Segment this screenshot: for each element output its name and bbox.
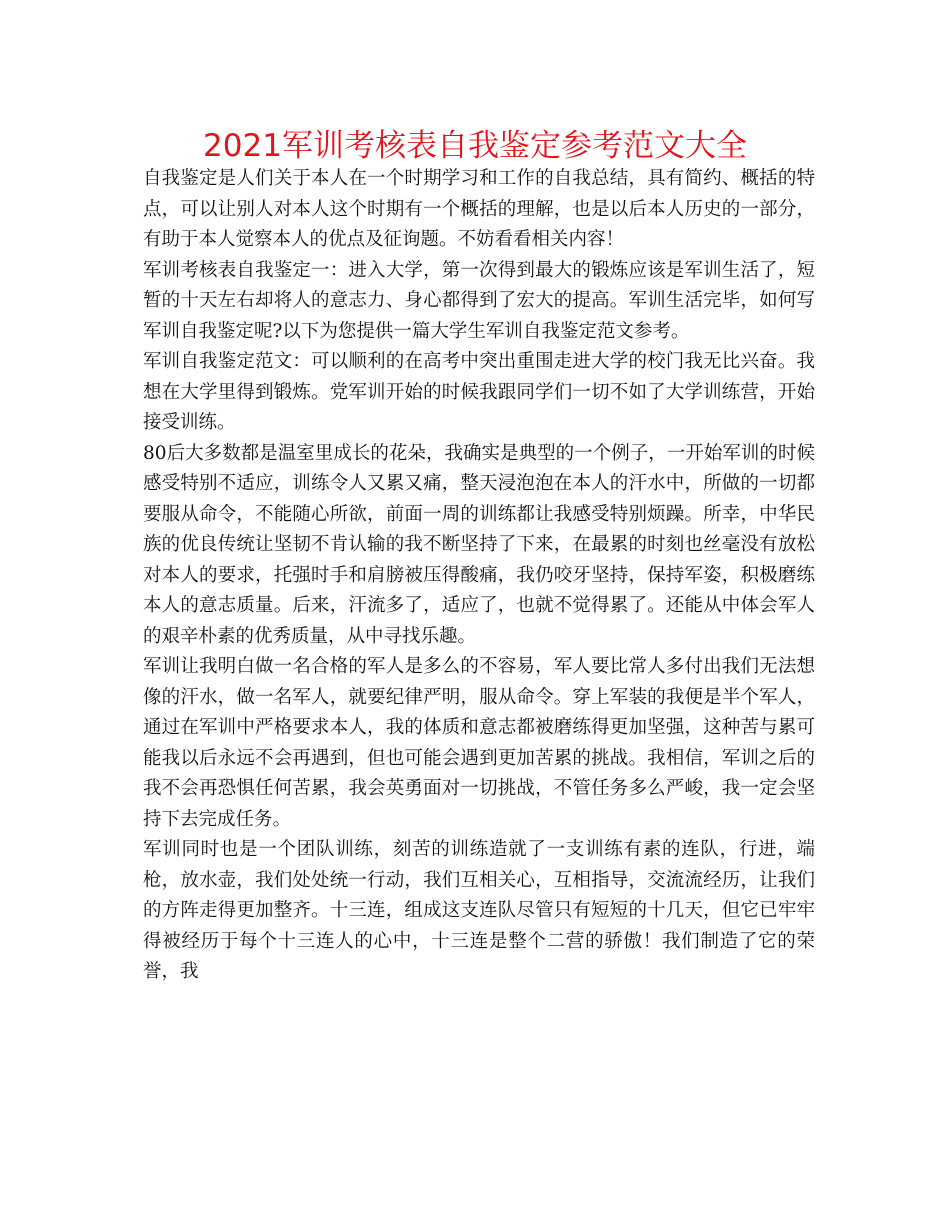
paragraph-intro: 自我鉴定是人们关于本人在一个时期学习和工作的自我总结，具有简约、概括的特点，可以让别人对本人这个时期有一个概括的理解，也是以后本人历史的一部分，有助于本人觉察本人的优点及征询题。不妨看看相关内容！ [143,168,815,250]
paragraph-team: 军训同时也是一个团队训练，刻苦的训练造就了一支训练有素的连队，行进，端枪，放水壶，我们处处统一行动，我们互相关心，互相指导，交流流经历，让我们的方阵走得更加整齐。十三连，组成这支连队尽管只有短短的十几天，但它已牢牢得被经历于每个十三连人的心中，十三连是整个二营的骄傲！我们制造了它的荣誉，我 [143,839,815,982]
paragraph-appraisal-one: 军训考核表自我鉴定一：进入大学，第一次得到最大的锻炼应该是军训生活了，短暂的十天左右却将人的意志力、身心都得到了宏大的提高。军训生活完毕，如何写军训自我鉴定呢?以下为您提供一篇大学生军训自我鉴定范文参考。 [143,259,815,342]
paragraph-post-80s: 80后大多数都是温室里成长的花朵，我确实是典型的一个例子，一开始军训的时候感受特别不适应，训练令人又累又痛，整天浸泡泡在本人的汗水中，所做的一切都要服从命令，不能随心所欲，前面一周的训练都让我感受特别烦躁。所幸，中华民族的优良传统让坚韧不肯认输的我不断坚持了下来，在最累的时刻也丝毫没有放松对本人的要求，托强时手和肩膀被压得酸痛，我仍咬牙坚持，保持军姿，积极磨练本人的意志质量。后来，汗流多了，适应了，也就不觉得累了。还能从中体会军人的艰辛朴素的优秀质量，从中寻找乐趣。 [143,442,815,647]
document-title: 2021军训考核表自我鉴定参考范文大全 [203,128,747,164]
paragraph-sample-opening: 军训自我鉴定范文：可以顺利的在高考中突出重围走进大学的校门我无比兴奋。我想在大学里得到锻炼。党军训开始的时候我跟同学们一切不如了大学训练营，开始接受训练。 [143,351,815,433]
paragraph-soldier: 军训让我明白做一名合格的军人是多么的不容易，军人要比常人多付出我们无法想像的汗水，做一名军人，就要纪律严明，服从命令。穿上军装的我便是半个军人，通过在军训中严格要求本人，我的体质和意志都被磨练得更加坚强，这种苦与累可能我以后永远不会再遇到，但也可能会遇到更加苦累的挑战。我相信，军训之后的我不会再恐惧任何苦累，我会英勇面对一切挑战，不管任务多么严峻，我一定会坚持下去完成任务。 [143,656,815,830]
document-body [143,164,815,988]
